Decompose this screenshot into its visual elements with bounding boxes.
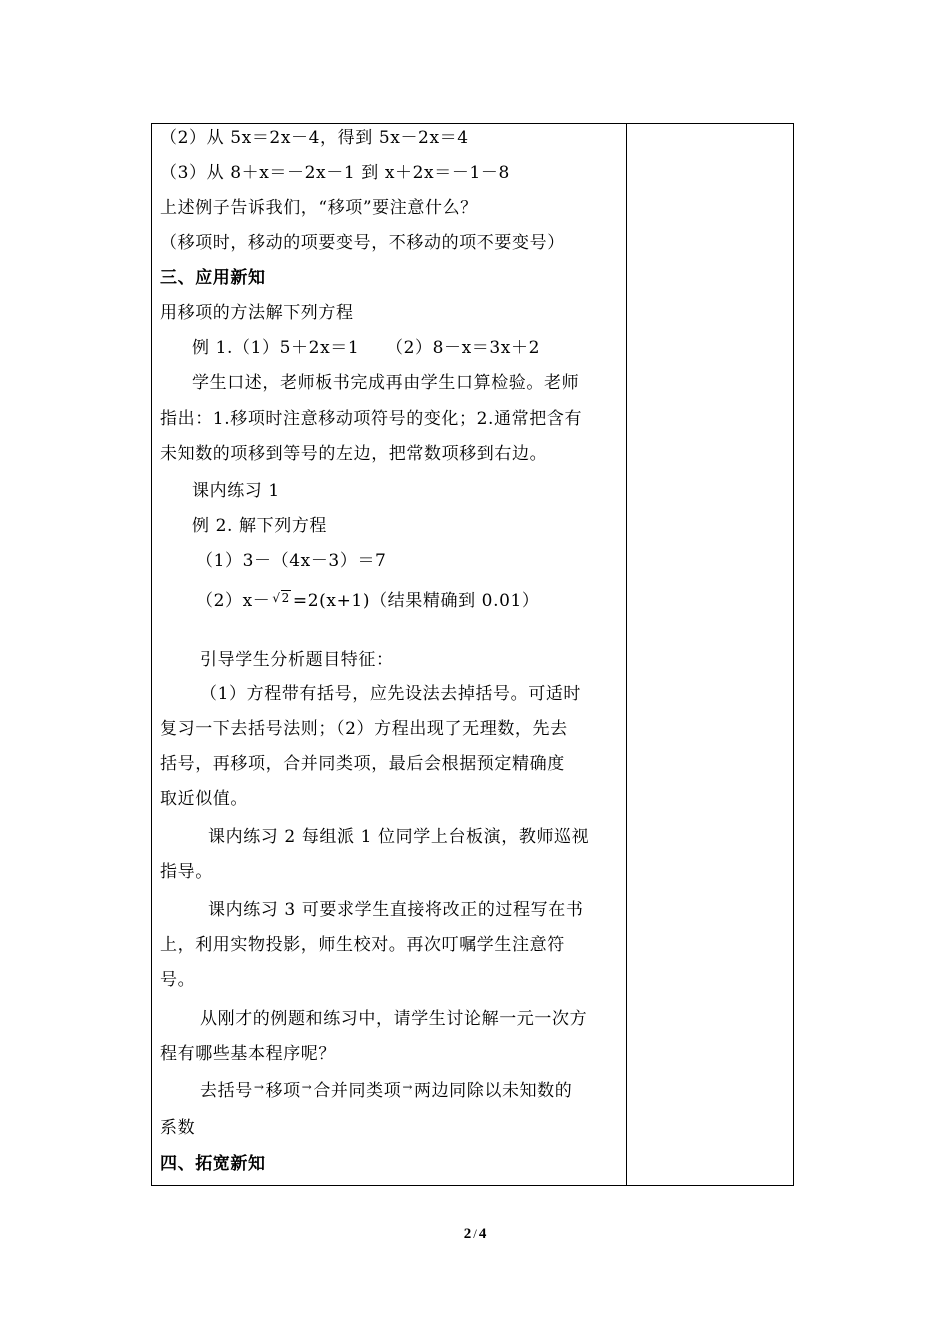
text-line: 上，利用实物投影，师生校对。再次叮嘱学生注意符: [160, 935, 565, 955]
text-line: （移项时，移动的项要变号，不移动的项不要变号）: [160, 233, 565, 253]
arrow-icon: →: [402, 1080, 413, 1094]
example-line: 例 2. 解下列方程: [192, 516, 328, 536]
text-line: 取近似值。: [160, 789, 248, 809]
procedure-step: 去括号: [200, 1081, 253, 1101]
sqrt-symbol: √2: [272, 591, 290, 605]
equation-line: （1）3－（4x－3）＝7: [196, 551, 387, 571]
text-line: 号。: [160, 970, 196, 990]
text-line: 指导。: [160, 862, 213, 882]
text-line: （2）从 5x＝2x－4，得到 5x－2x＝4: [160, 128, 469, 148]
text-line: 学生口述，老师板书完成再由学生口算检验。老师: [192, 373, 580, 393]
text-line: 程有哪些基本程序呢？: [160, 1044, 336, 1064]
text-line: 课内练习 3 可要求学生直接将改正的过程写在书: [208, 900, 584, 920]
text-line: 括号，再移项，合并同类项，最后会根据预定精确度: [160, 754, 565, 774]
current-page: 2: [463, 1226, 472, 1242]
text-line: （1）方程带有括号，应先设法去掉括号。可适时: [200, 684, 582, 704]
sqrt-radicand: 2: [281, 591, 290, 605]
text-line: 引导学生分析题目特征：: [200, 650, 394, 670]
arrow-icon: →: [301, 1080, 313, 1094]
text-line: 课内练习 2 每组派 1 位同学上台板演，教师巡视: [208, 827, 590, 847]
procedure-step: 移项: [265, 1081, 301, 1101]
text-line: 复习一下去括号法则；（2）方程出现了无理数，先去: [160, 719, 568, 739]
text-line: 上述例子告诉我们，“移项”要注意什么？: [160, 198, 478, 218]
example-line: 例 1.（1）5＋2x＝1 （2）8－x＝3x＋2: [192, 338, 541, 358]
procedure-step: 合并同类项: [313, 1081, 402, 1101]
text-line: 从刚才的例题和练习中，请学生讨论解一元一次方: [200, 1009, 588, 1029]
equation-part: （2）x－: [196, 591, 271, 611]
text-line: 未知数的项移到等号的左边，把常数项移到右边。: [160, 444, 548, 464]
procedure-step: 两边同除以未知数的: [413, 1081, 573, 1101]
equation-line: [196, 589, 540, 614]
procedure-line: [200, 1079, 572, 1104]
page-separator: /: [473, 1226, 477, 1241]
column-divider: [626, 124, 627, 1185]
arrow-icon: →: [253, 1080, 265, 1094]
section-heading: 三、应用新知: [160, 268, 266, 288]
total-pages: 4: [478, 1226, 487, 1242]
text-line: 用移项的方法解下列方程: [160, 303, 354, 323]
text-line: 课内练习 1: [192, 481, 280, 501]
text-line: （3）从 8＋x＝－2x－1 到 x＋2x＝－1－8: [160, 163, 510, 183]
equation-part: =2(x+1)（结果精确到 0.01）: [292, 591, 540, 611]
text-line: 系数: [160, 1118, 196, 1138]
page-number: [0, 1226, 950, 1243]
section-heading: 四、拓宽新知: [160, 1154, 266, 1174]
text-line: 指出：1.移项时注意移动项符号的变化；2.通常把含有: [160, 409, 583, 429]
lesson-table: [151, 123, 794, 1186]
